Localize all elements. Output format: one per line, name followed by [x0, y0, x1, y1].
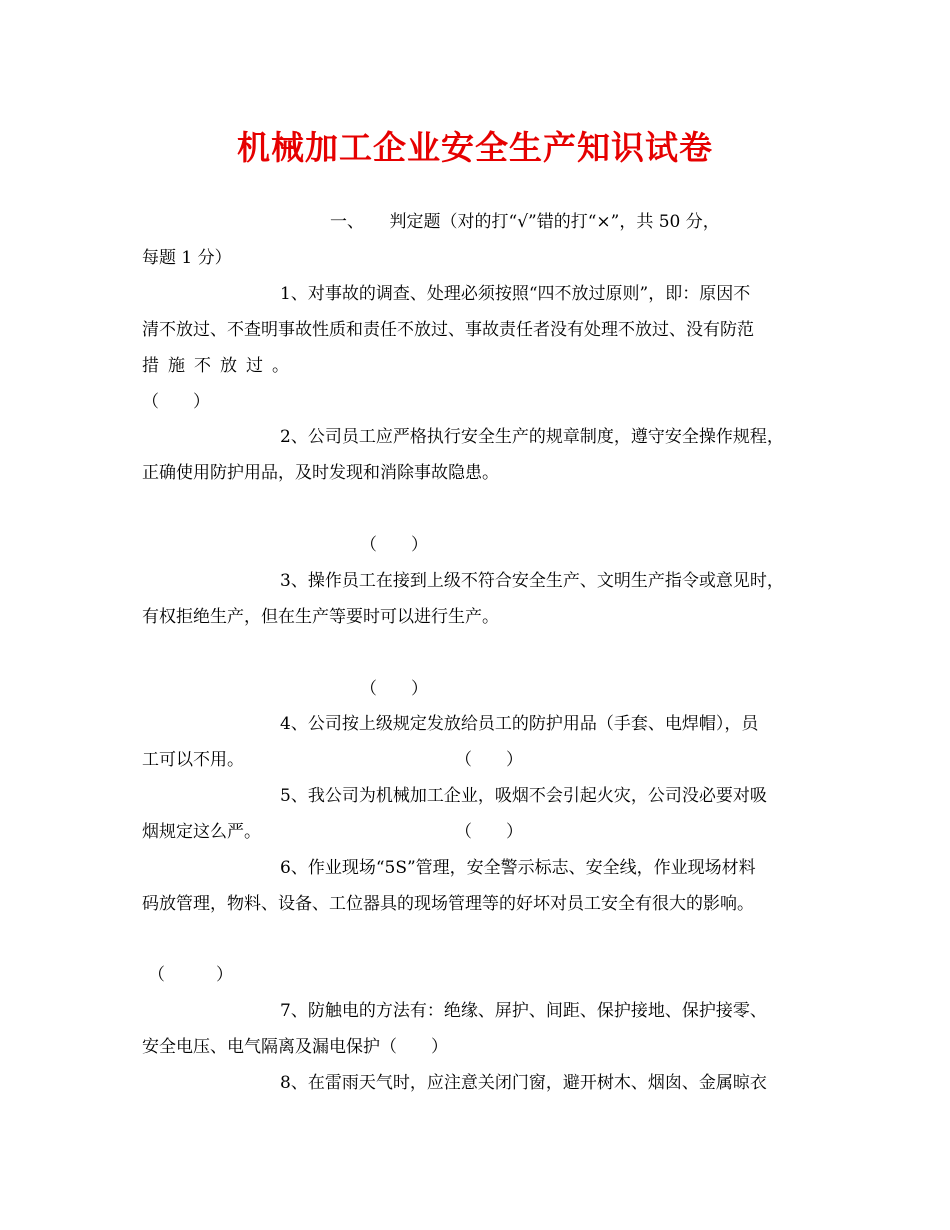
question-2-line-2: 正确使用防护用品，及时发现和消除事故隐患。 [142, 463, 499, 483]
question-8-line-1: 8、在雷雨天气时，应注意关闭门窗，避开树木、烟囱、金属晾衣 [280, 1073, 767, 1093]
question-3-line-1: 3、操作员工在接到上级不符合安全生产、文明生产指令或意见时， [280, 571, 784, 591]
section-heading: 一、 判定题（对的打“√”错的打“×”，共 50 分， [330, 212, 720, 232]
question-1-line-3: 措施不放过。 [142, 356, 298, 376]
question-4-answer-blank: （ ） [455, 750, 523, 770]
question-4-line-2: 工可以不用。 [142, 750, 244, 770]
question-2-answer-blank: （ ） [360, 535, 428, 555]
question-6-line-1: 6、作业现场“5S”管理，安全警示标志、安全线，作业现场材料 [280, 858, 756, 878]
question-1-line-2: 清不放过、不查明事故性质和责任不放过、事故责任者没有处理不放过、没有防范 [142, 320, 754, 340]
exam-title: 机械加工企业安全生产知识试卷 [237, 128, 713, 167]
question-3-answer-blank: （ ） [360, 679, 428, 699]
question-6-line-2: 码放管理，物料、设备、工位器具的现场管理等的好坏对员工安全有很大的影响。 [142, 894, 754, 914]
question-3-line-2: 有权拒绝生产，但在生产等要时可以进行生产。 [142, 607, 499, 627]
question-1-answer-blank: （ ） [142, 392, 210, 412]
question-2-line-1: 2、公司员工应严格执行安全生产的规章制度，遵守安全操作规程， [280, 427, 784, 447]
question-7-line-2: 安全电压、电气隔离及漏电保护（ ） [142, 1037, 448, 1057]
question-5-line-1: 5、我公司为机械加工企业，吸烟不会引起火灾，公司没必要对吸 [280, 786, 767, 806]
question-5-answer-blank: （ ） [455, 822, 523, 842]
section-heading-cont: 每题 1 分） [142, 248, 232, 268]
question-7-line-1: 7、防触电的方法有：绝缘、屏护、间距、保护接地、保护接零、 [280, 1001, 767, 1021]
question-4-line-1: 4、公司按上级规定发放给员工的防护用品（手套、电焊帽），员 [280, 714, 759, 734]
question-6-answer-blank: （ ） [148, 965, 233, 985]
question-1-line-1: 1、对事故的调查、处理必须按照“四不放过原则”，即：原因不 [280, 284, 751, 304]
question-5-line-2: 烟规定这么严。 [142, 822, 261, 842]
